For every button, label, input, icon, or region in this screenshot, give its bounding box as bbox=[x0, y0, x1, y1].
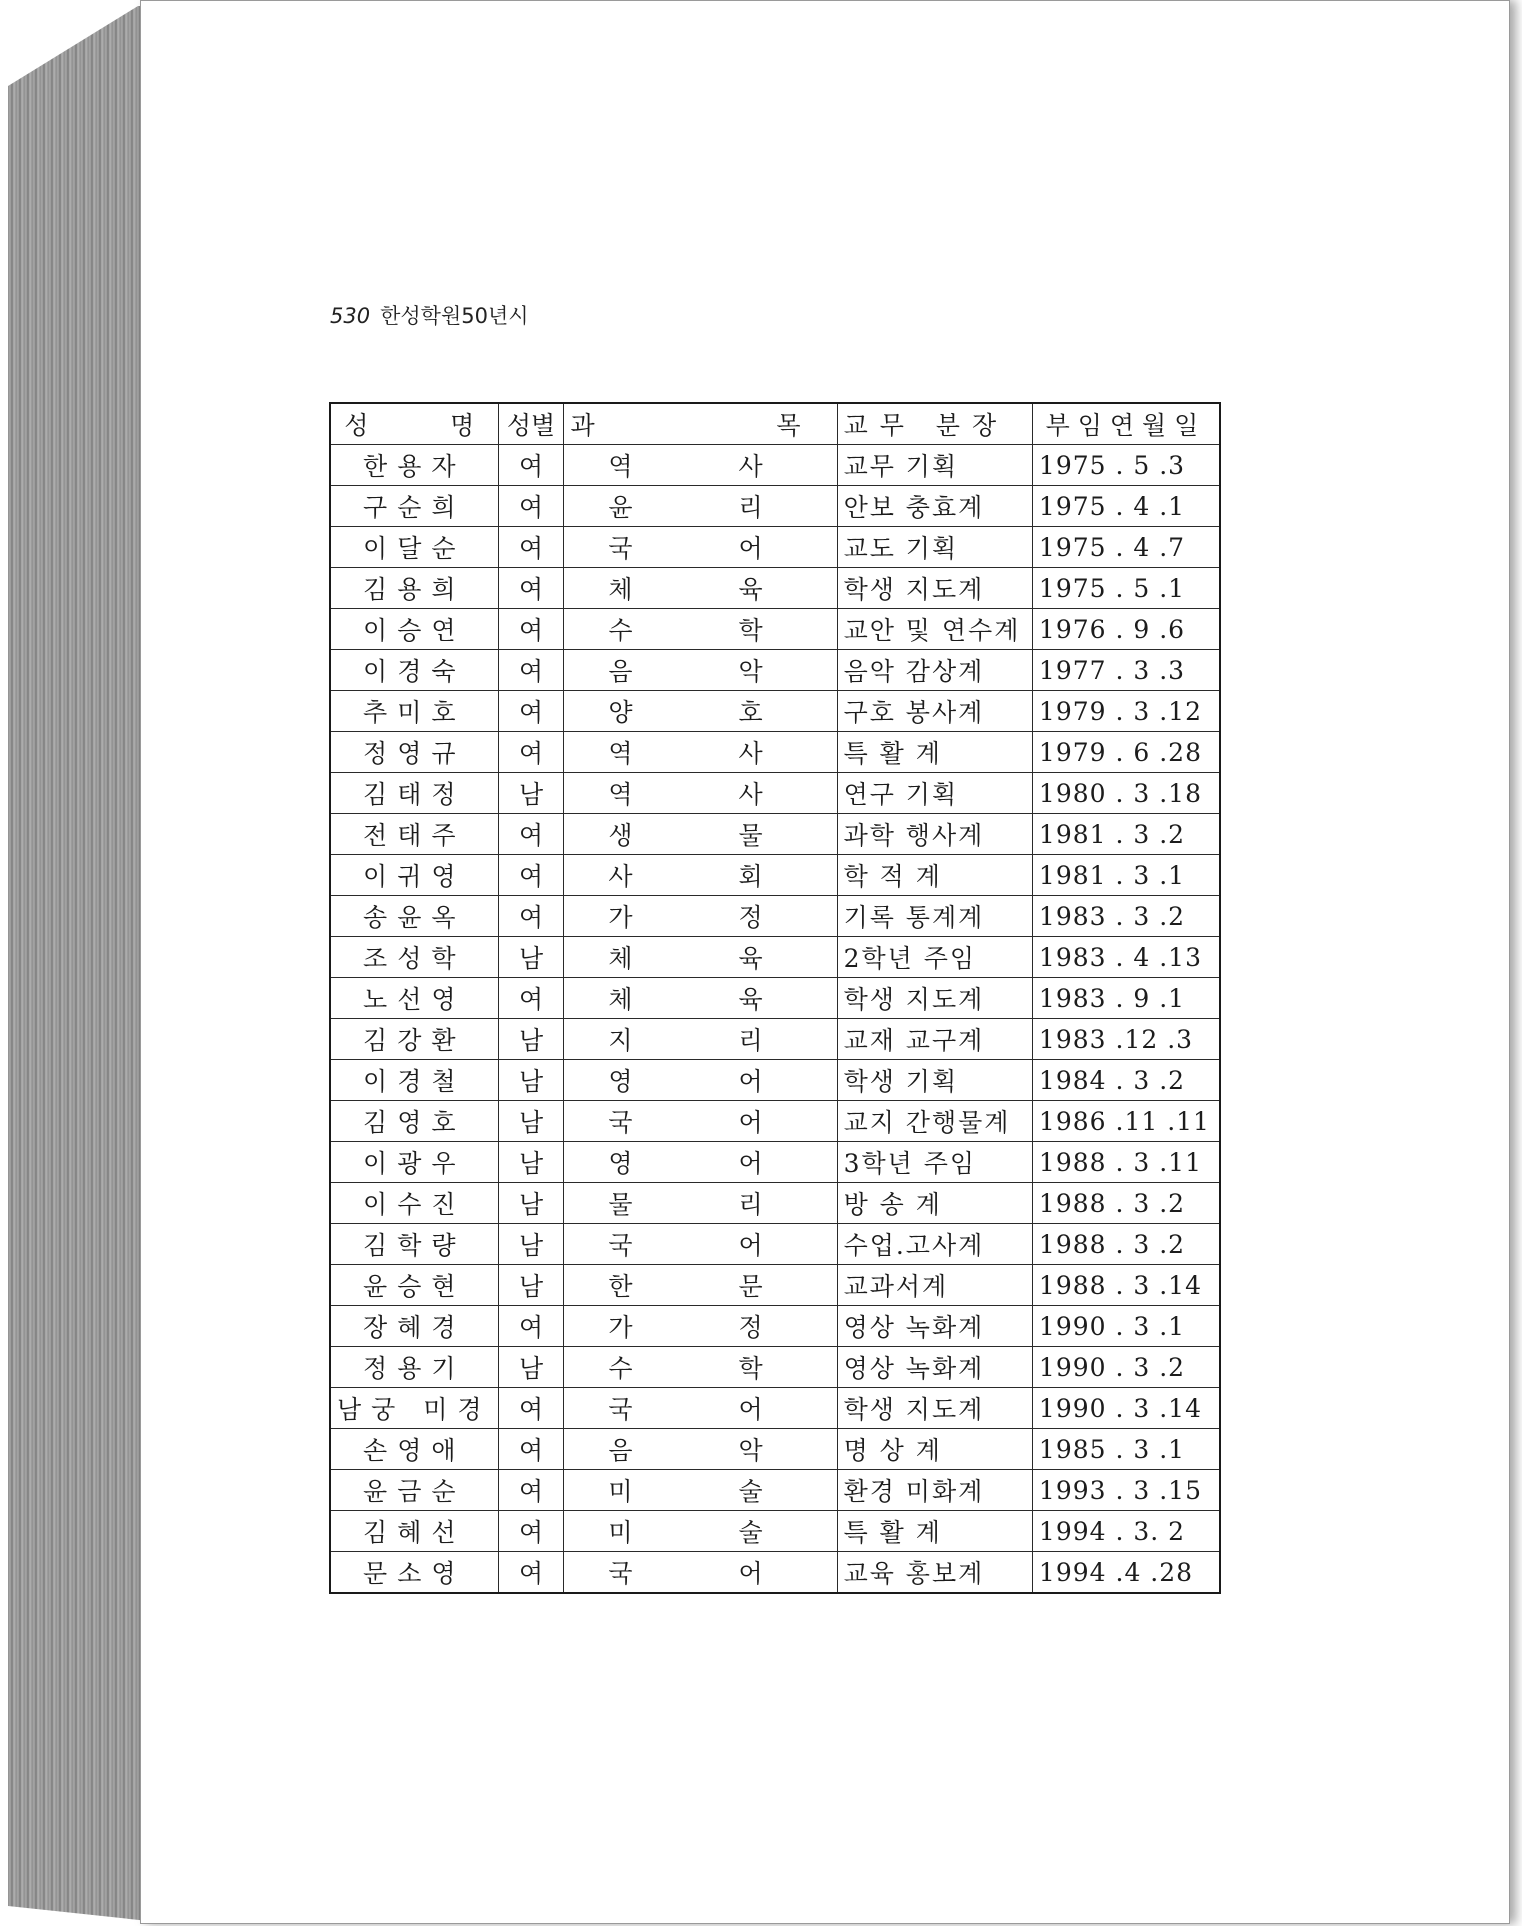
cell-gender: 여 bbox=[498, 1552, 564, 1594]
cell-subject: 음 악 bbox=[564, 650, 837, 691]
cell-gender: 남 bbox=[498, 1183, 564, 1224]
cell-appointment-date: 1980 . 3 .18 bbox=[1032, 773, 1220, 814]
cell-gender: 남 bbox=[498, 1101, 564, 1142]
cell-name: 김영호 bbox=[330, 1101, 498, 1142]
cell-name: 김강환 bbox=[330, 1019, 498, 1060]
cell-gender: 여 bbox=[498, 568, 564, 609]
cell-gender: 남 bbox=[498, 1347, 564, 1388]
cell-duty: 학생 지도계 bbox=[837, 568, 1032, 609]
cell-gender: 남 bbox=[498, 937, 564, 978]
table-body bbox=[330, 445, 1220, 1594]
table-row bbox=[330, 1306, 1220, 1347]
book-page-stack bbox=[8, 6, 158, 1922]
table-row bbox=[330, 1511, 1220, 1552]
cell-duty: 교무 기획 bbox=[837, 445, 1032, 486]
cell-name: 김용희 bbox=[330, 568, 498, 609]
cell-appointment-date: 1990 . 3 .14 bbox=[1032, 1388, 1220, 1429]
table-row bbox=[330, 1265, 1220, 1306]
column-header-subject: 과 목 bbox=[564, 403, 837, 445]
cell-subject: 한 문 bbox=[564, 1265, 837, 1306]
cell-duty: 교재 교구계 bbox=[837, 1019, 1032, 1060]
cell-duty: 교과서계 bbox=[837, 1265, 1032, 1306]
cell-duty: 교안 및 연수계 bbox=[837, 609, 1032, 650]
cell-subject: 국 어 bbox=[564, 1388, 837, 1429]
cell-subject: 국 어 bbox=[564, 1224, 837, 1265]
table-row bbox=[330, 527, 1220, 568]
table-row bbox=[330, 978, 1220, 1019]
cell-gender: 남 bbox=[498, 1142, 564, 1183]
cell-gender: 여 bbox=[498, 855, 564, 896]
cell-duty: 교지 간행물계 bbox=[837, 1101, 1032, 1142]
table-row bbox=[330, 1552, 1220, 1594]
cell-subject: 역 사 bbox=[564, 445, 837, 486]
cell-appointment-date: 1986 .11 .11 bbox=[1032, 1101, 1220, 1142]
cell-gender: 여 bbox=[498, 527, 564, 568]
cell-duty: 특 활 계 bbox=[837, 1511, 1032, 1552]
cell-appointment-date: 1985 . 3 .1 bbox=[1032, 1429, 1220, 1470]
cell-name: 한용자 bbox=[330, 445, 498, 486]
cell-gender: 여 bbox=[498, 1511, 564, 1552]
cell-appointment-date: 1975 . 5 .3 bbox=[1032, 445, 1220, 486]
book-title: 한성학원50년시 bbox=[380, 304, 529, 328]
cell-duty: 3학년 주임 bbox=[837, 1142, 1032, 1183]
cell-subject: 양 호 bbox=[564, 691, 837, 732]
page-number: 530 bbox=[330, 304, 371, 328]
table-row bbox=[330, 1470, 1220, 1511]
cell-gender: 남 bbox=[498, 1224, 564, 1265]
cell-duty: 학생 기획 bbox=[837, 1060, 1032, 1101]
cell-gender: 남 bbox=[498, 1060, 564, 1101]
cell-appointment-date: 1984 . 3 .2 bbox=[1032, 1060, 1220, 1101]
cell-duty: 과학 행사계 bbox=[837, 814, 1032, 855]
table-row bbox=[330, 650, 1220, 691]
cell-appointment-date: 1988 . 3 .14 bbox=[1032, 1265, 1220, 1306]
cell-name: 남궁 미경 bbox=[330, 1388, 498, 1429]
cell-appointment-date: 1983 . 3 .2 bbox=[1032, 896, 1220, 937]
cell-name: 윤승현 bbox=[330, 1265, 498, 1306]
cell-gender: 여 bbox=[498, 445, 564, 486]
cell-appointment-date: 1975 . 4 .7 bbox=[1032, 527, 1220, 568]
cell-name: 이수진 bbox=[330, 1183, 498, 1224]
cell-subject: 지 리 bbox=[564, 1019, 837, 1060]
cell-appointment-date: 1988 . 3 .11 bbox=[1032, 1142, 1220, 1183]
cell-appointment-date: 1979 . 3 .12 bbox=[1032, 691, 1220, 732]
table-row bbox=[330, 445, 1220, 486]
cell-gender: 여 bbox=[498, 978, 564, 1019]
cell-name: 전태주 bbox=[330, 814, 498, 855]
cell-subject: 국 어 bbox=[564, 1552, 837, 1594]
cell-name: 이달순 bbox=[330, 527, 498, 568]
cell-name: 김태정 bbox=[330, 773, 498, 814]
cell-subject: 역 사 bbox=[564, 732, 837, 773]
cell-name: 장혜경 bbox=[330, 1306, 498, 1347]
cell-appointment-date: 1983 .12 .3 bbox=[1032, 1019, 1220, 1060]
cell-appointment-date: 1994 .4 .28 bbox=[1032, 1552, 1220, 1594]
cell-gender: 여 bbox=[498, 1429, 564, 1470]
cell-gender: 여 bbox=[498, 650, 564, 691]
cell-subject: 영 어 bbox=[564, 1060, 837, 1101]
table-row bbox=[330, 896, 1220, 937]
cell-subject: 미 술 bbox=[564, 1511, 837, 1552]
table-row bbox=[330, 773, 1220, 814]
cell-appointment-date: 1977 . 3 .3 bbox=[1032, 650, 1220, 691]
cell-gender: 여 bbox=[498, 609, 564, 650]
cell-name: 이경철 bbox=[330, 1060, 498, 1101]
cell-subject: 체 육 bbox=[564, 937, 837, 978]
cell-duty: 명 상 계 bbox=[837, 1429, 1032, 1470]
cell-name: 이경숙 bbox=[330, 650, 498, 691]
cell-gender: 남 bbox=[498, 1265, 564, 1306]
cell-appointment-date: 1990 . 3 .2 bbox=[1032, 1347, 1220, 1388]
cell-gender: 여 bbox=[498, 1306, 564, 1347]
table-row bbox=[330, 486, 1220, 527]
cell-subject: 수 학 bbox=[564, 1347, 837, 1388]
table-row bbox=[330, 1388, 1220, 1429]
cell-appointment-date: 1994 . 3. 2 bbox=[1032, 1511, 1220, 1552]
cell-appointment-date: 1975 . 4 .1 bbox=[1032, 486, 1220, 527]
cell-appointment-date: 1983 . 9 .1 bbox=[1032, 978, 1220, 1019]
cell-gender: 남 bbox=[498, 773, 564, 814]
cell-subject: 역 사 bbox=[564, 773, 837, 814]
cell-name: 구순희 bbox=[330, 486, 498, 527]
table-row bbox=[330, 1142, 1220, 1183]
cell-gender: 여 bbox=[498, 691, 564, 732]
cell-gender: 여 bbox=[498, 1388, 564, 1429]
column-header-duty: 교무 분장 bbox=[837, 403, 1032, 445]
cell-duty: 영상 녹화계 bbox=[837, 1306, 1032, 1347]
cell-subject: 국 어 bbox=[564, 1101, 837, 1142]
cell-duty: 교육 홍보계 bbox=[837, 1552, 1032, 1594]
cell-duty: 학생 지도계 bbox=[837, 978, 1032, 1019]
table-row bbox=[330, 732, 1220, 773]
cell-subject: 윤 리 bbox=[564, 486, 837, 527]
cell-subject: 가 정 bbox=[564, 1306, 837, 1347]
cell-subject: 영 어 bbox=[564, 1142, 837, 1183]
cell-subject: 물 리 bbox=[564, 1183, 837, 1224]
cell-duty: 음악 감상계 bbox=[837, 650, 1032, 691]
cell-appointment-date: 1993 . 3 .15 bbox=[1032, 1470, 1220, 1511]
cell-duty: 학 적 계 bbox=[837, 855, 1032, 896]
cell-name: 조성학 bbox=[330, 937, 498, 978]
table-row bbox=[330, 814, 1220, 855]
cell-name: 이귀영 bbox=[330, 855, 498, 896]
cell-subject: 사 회 bbox=[564, 855, 837, 896]
cell-name: 손영애 bbox=[330, 1429, 498, 1470]
cell-duty: 수업.고사계 bbox=[837, 1224, 1032, 1265]
cell-duty: 2학년 주임 bbox=[837, 937, 1032, 978]
table-row bbox=[330, 568, 1220, 609]
table-row bbox=[330, 609, 1220, 650]
cell-duty: 영상 녹화계 bbox=[837, 1347, 1032, 1388]
cell-duty: 구호 봉사계 bbox=[837, 691, 1032, 732]
table-row bbox=[330, 1019, 1220, 1060]
cell-appointment-date: 1976 . 9 .6 bbox=[1032, 609, 1220, 650]
cell-appointment-date: 1988 . 3 .2 bbox=[1032, 1183, 1220, 1224]
cell-name: 윤금순 bbox=[330, 1470, 498, 1511]
cell-name: 이광우 bbox=[330, 1142, 498, 1183]
cell-duty: 기록 통계계 bbox=[837, 896, 1032, 937]
cell-name: 정영규 bbox=[330, 732, 498, 773]
cell-gender: 여 bbox=[498, 732, 564, 773]
cell-gender: 여 bbox=[498, 814, 564, 855]
column-header-name: 성 명 bbox=[330, 403, 498, 445]
cell-name: 송윤옥 bbox=[330, 896, 498, 937]
cell-gender: 남 bbox=[498, 1019, 564, 1060]
table-row bbox=[330, 1183, 1220, 1224]
cell-gender: 여 bbox=[498, 896, 564, 937]
cell-duty: 특 활 계 bbox=[837, 732, 1032, 773]
teacher-roster-table bbox=[329, 402, 1221, 1594]
cell-appointment-date: 1981 . 3 .2 bbox=[1032, 814, 1220, 855]
cell-name: 이승연 bbox=[330, 609, 498, 650]
cell-subject: 가 정 bbox=[564, 896, 837, 937]
table-header-row bbox=[330, 403, 1220, 445]
cell-name: 노선영 bbox=[330, 978, 498, 1019]
cell-appointment-date: 1990 . 3 .1 bbox=[1032, 1306, 1220, 1347]
cell-subject: 미 술 bbox=[564, 1470, 837, 1511]
table-row bbox=[330, 1224, 1220, 1265]
cell-subject: 음 악 bbox=[564, 1429, 837, 1470]
cell-duty: 교도 기획 bbox=[837, 527, 1032, 568]
cell-name: 정용기 bbox=[330, 1347, 498, 1388]
cell-appointment-date: 1981 . 3 .1 bbox=[1032, 855, 1220, 896]
cell-appointment-date: 1979 . 6 .28 bbox=[1032, 732, 1220, 773]
cell-appointment-date: 1983 . 4 .13 bbox=[1032, 937, 1220, 978]
table-row bbox=[330, 1060, 1220, 1101]
cell-subject: 체 육 bbox=[564, 978, 837, 1019]
cell-name: 문소영 bbox=[330, 1552, 498, 1594]
table-row bbox=[330, 1347, 1220, 1388]
table-row bbox=[330, 1101, 1220, 1142]
cell-name: 추미호 bbox=[330, 691, 498, 732]
cell-subject: 체 육 bbox=[564, 568, 837, 609]
running-header bbox=[330, 300, 529, 330]
cell-duty: 환경 미화계 bbox=[837, 1470, 1032, 1511]
cell-gender: 여 bbox=[498, 1470, 564, 1511]
column-header-gender: 성별 bbox=[498, 403, 564, 445]
cell-appointment-date: 1988 . 3 .2 bbox=[1032, 1224, 1220, 1265]
cell-name: 김혜선 bbox=[330, 1511, 498, 1552]
cell-gender: 여 bbox=[498, 486, 564, 527]
cell-duty: 연구 기획 bbox=[837, 773, 1032, 814]
table-row bbox=[330, 1429, 1220, 1470]
table-row bbox=[330, 691, 1220, 732]
cell-duty: 학생 지도계 bbox=[837, 1388, 1032, 1429]
cell-subject: 생 물 bbox=[564, 814, 837, 855]
cell-subject: 국 어 bbox=[564, 527, 837, 568]
cell-subject: 수 학 bbox=[564, 609, 837, 650]
table-row bbox=[330, 937, 1220, 978]
table-row bbox=[330, 855, 1220, 896]
cell-duty: 안보 충효계 bbox=[837, 486, 1032, 527]
cell-duty: 방 송 계 bbox=[837, 1183, 1032, 1224]
cell-name: 김학량 bbox=[330, 1224, 498, 1265]
cell-appointment-date: 1975 . 5 .1 bbox=[1032, 568, 1220, 609]
column-header-appointment-date: 부임연월일 bbox=[1032, 403, 1220, 445]
